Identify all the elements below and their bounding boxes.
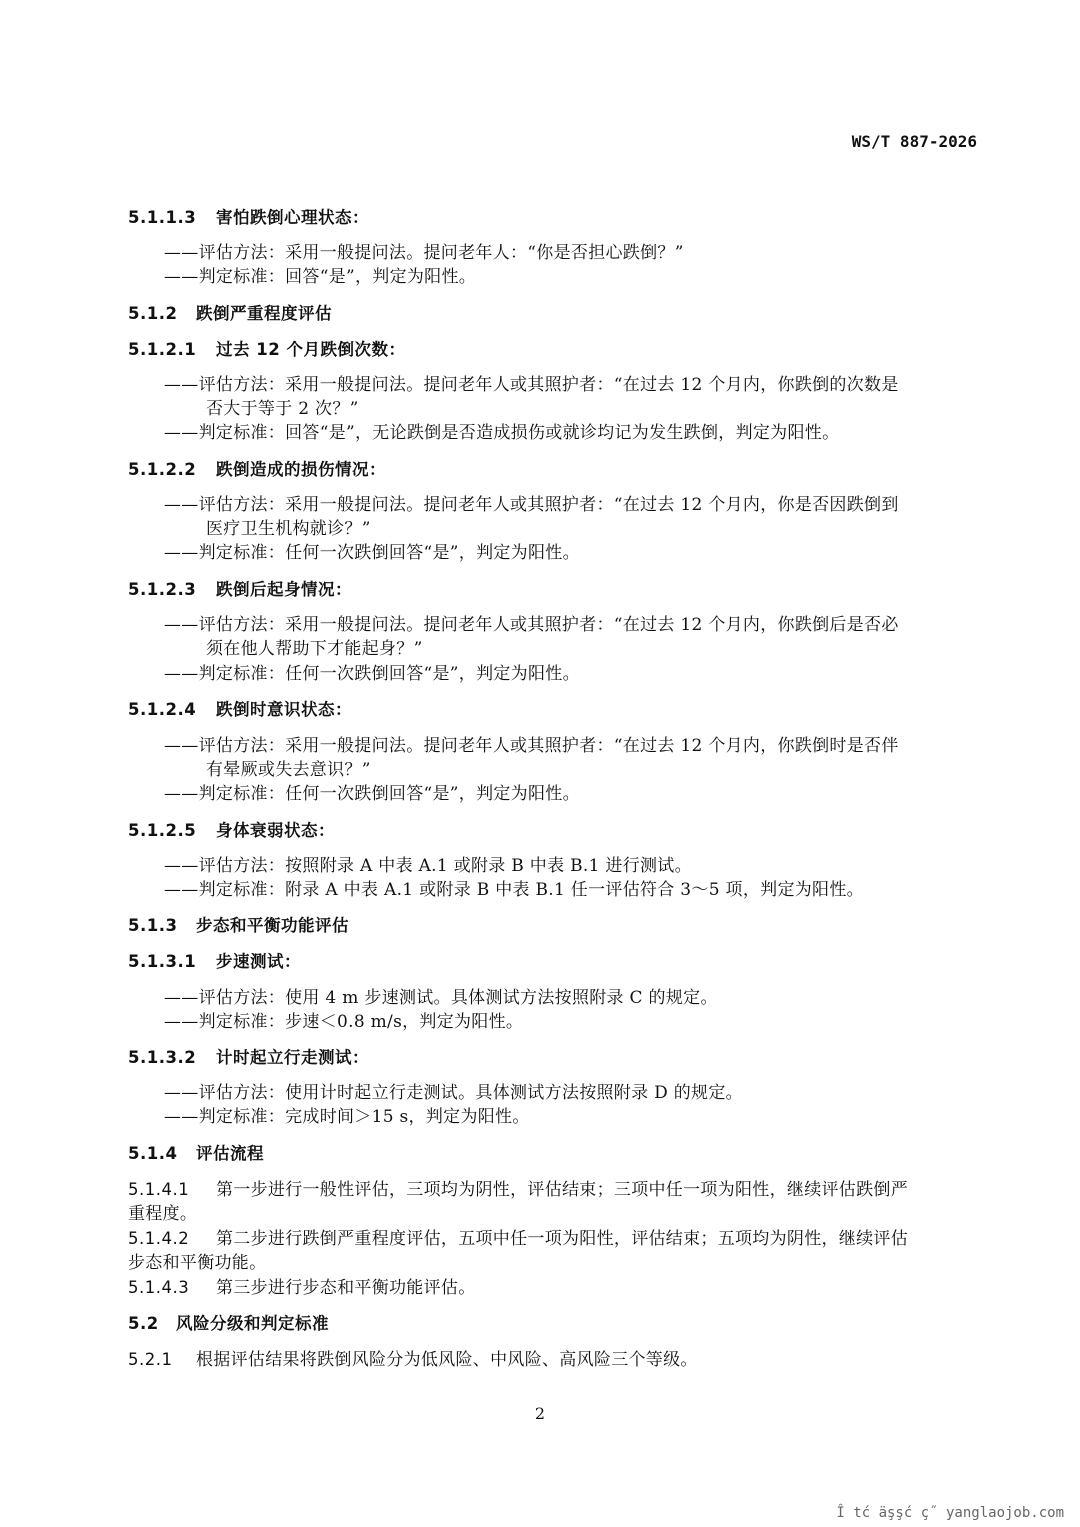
heading-5-1-2-1 [128,336,405,360]
section-title: 跌倒后起身情况： [216,580,352,599]
section-number: 5.1.2.5 [128,821,197,840]
heading-5-1-3 [128,912,349,936]
section-number: 5.1.2.1 [128,340,197,359]
paragraph-text: 第三步进行步态和平衡功能评估。 [216,1278,476,1298]
list-item: ——判定标准：完成时间＞15 s，判定为阳性。 [164,1107,530,1127]
section-title: 害怕跌倒心理状态： [216,208,369,227]
section-title: 步速测试： [216,952,301,971]
section-number: 5.1.1.3 [128,208,197,227]
list-item: ——评估方法：采用一般提问法。提问老年人或其照护者：“在过去 12 个月内，你跌倒后是否必 [164,615,899,635]
section-title: 过去 12 个月跌倒次数： [216,340,406,359]
list-item: ——判定标准：任何一次跌倒回答“是”，判定为阳性。 [164,664,580,684]
paragraph-5-1-4-3 [128,1273,476,1298]
section-number: 5.1.3 [128,916,178,935]
paragraph-continuation: 重程度。 [128,1204,198,1224]
heading-5-1-3-2 [128,1044,369,1068]
heading-5-1-1-3 [128,204,369,228]
heading-5-1-2-3 [128,576,352,600]
section-number: 5.1.4 [128,1144,178,1163]
list-item: ——判定标准：回答“是”，无论跌倒是否造成损伤或就诊均记为发生跌倒，判定为阳性。 [164,423,840,443]
list-item: ——评估方法：使用计时起立行走测试。具体测试方法按照附录 D 的规定。 [164,1083,743,1103]
section-title: 身体衰弱状态： [216,821,335,840]
section-number: 5.1.4.2 [128,1229,190,1248]
paragraph-text: 第一步进行一般性评估，三项均为阴性，评估结束；三项中任一项为阳性，继续评估跌倒严 [216,1180,908,1200]
list-item: ——评估方法：采用一般提问法。提问老年人或其照护者：“在过去 12 个月内，你跌倒的次数是 [164,375,899,395]
list-item-continuation: 否大于等于 2 次？” [206,399,359,419]
section-number: 5.2.1 [128,1350,173,1369]
paragraph-continuation: 步态和平衡功能。 [128,1253,267,1273]
section-number: 5.1.2.4 [128,700,197,719]
section-number: 5.1.2.2 [128,460,197,479]
paragraph-5-1-4-1 [128,1175,908,1200]
section-number: 5.1.3.2 [128,1048,197,1067]
section-number: 5.2 [128,1314,159,1333]
section-number: 5.1.4.3 [128,1278,190,1297]
list-item: ——判定标准：任何一次跌倒回答“是”，判定为阳性。 [164,543,580,563]
watermark: Î tć äşşć ç˝ yanglaojob.com [836,1505,1064,1521]
section-number: 5.1.3.1 [128,952,197,971]
section-title: 评估流程 [196,1144,264,1163]
list-item-continuation: 有晕厥或失去意识？” [206,760,371,780]
heading-5-1-4 [128,1140,264,1164]
section-number: 5.1.2.3 [128,580,197,599]
heading-5-1-2 [128,300,332,324]
paragraph-5-2-1 [128,1345,698,1370]
page-number: 2 [534,1404,546,1423]
list-item: ——评估方法：按照附录 A 中表 A.1 或附录 B 中表 B.1 进行测试。 [164,856,692,876]
heading-5-1-3-1 [128,948,301,972]
heading-5-2 [128,1310,329,1334]
list-item: ——判定标准：步速＜0.8 m/s，判定为阳性。 [164,1012,524,1032]
paragraph-5-1-4-2 [128,1224,908,1249]
heading-5-1-2-5 [128,817,335,841]
list-item: ——判定标准：回答“是”，判定为阳性。 [164,267,477,287]
section-title: 风险分级和判定标准 [176,1314,329,1333]
heading-5-1-2-4 [128,696,352,720]
section-title: 跌倒严重程度评估 [196,304,332,323]
list-item: ——评估方法：采用一般提问法。提问老年人或其照护者：“在过去 12 个月内，你是否因跌倒到 [164,495,899,515]
list-item: ——评估方法：采用一般提问法。提问老年人：“你是否担心跌倒？” [164,243,684,263]
list-item: ——判定标准：附录 A 中表 A.1 或附录 B 中表 B.1 任一评估符合 3～5 项，判定为阳性。 [164,880,864,900]
list-item: ——判定标准：任何一次跌倒回答“是”，判定为阳性。 [164,784,580,804]
list-item: ——评估方法：使用 4 m 步速测试。具体测试方法按照附录 C 的规定。 [164,988,718,1008]
section-title: 步态和平衡功能评估 [196,916,349,935]
section-title: 跌倒造成的损伤情况： [216,460,386,479]
list-item-continuation: 须在他人帮助下才能起身？” [206,639,423,659]
list-item-continuation: 医疗卫生机构就诊？” [206,519,371,539]
section-title: 跌倒时意识状态： [216,700,352,719]
paragraph-text: 根据评估结果将跌倒风险分为低风险、中风险、高风险三个等级。 [196,1350,698,1370]
paragraph-text: 第二步进行跌倒严重程度评估，五项中任一项为阳性，评估结束；五项均为阴性，继续评估 [216,1229,908,1249]
list-item: ——评估方法：采用一般提问法。提问老年人或其照护者：“在过去 12 个月内，你跌倒时是否伴 [164,736,899,756]
document-id: WS/T 887-2026 [851,132,977,151]
section-number: 5.1.2 [128,304,178,323]
heading-5-1-2-2 [128,456,386,480]
section-title: 计时起立行走测试： [216,1048,369,1067]
section-number: 5.1.4.1 [128,1180,190,1199]
